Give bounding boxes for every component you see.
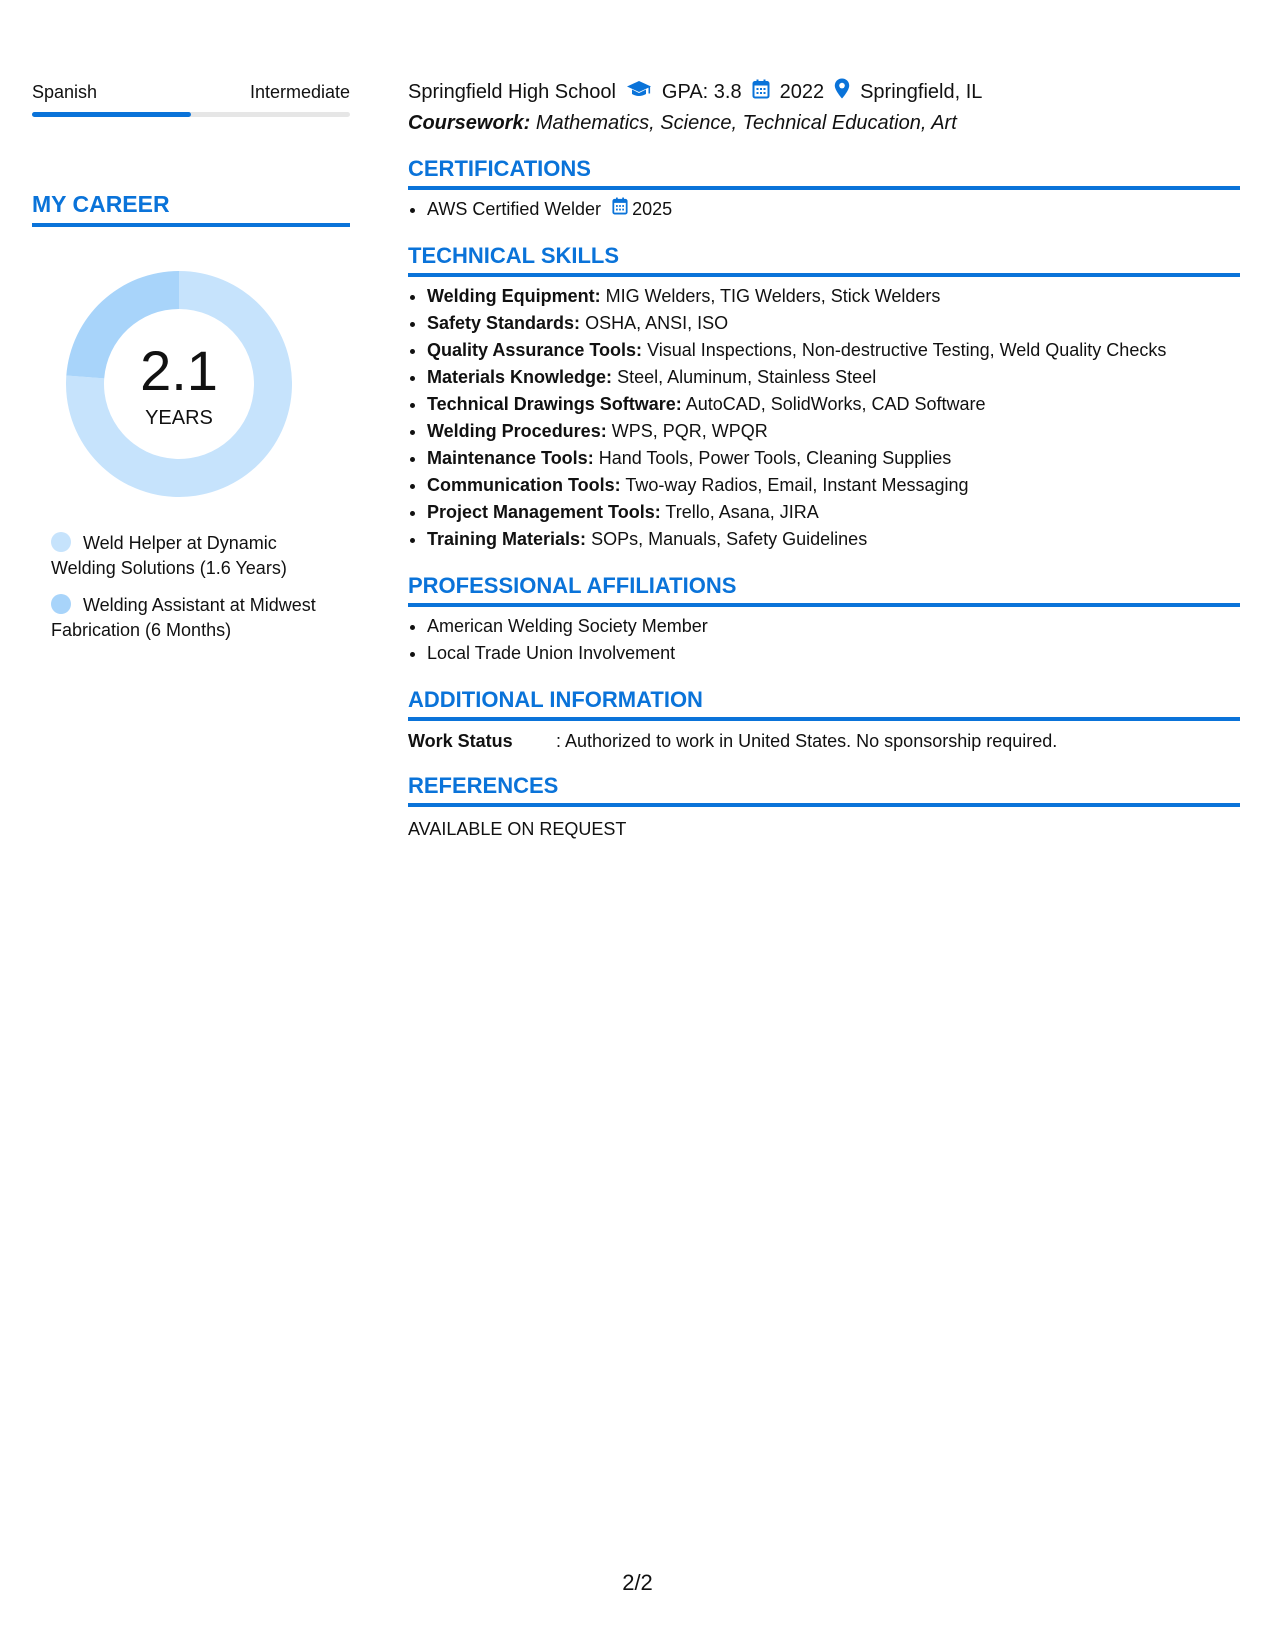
education-year: 2022 [779, 81, 825, 103]
section-title-certifications: CERTIFICATIONS [408, 156, 1240, 190]
coursework-text: Mathematics, Science, Technical Education, Art [535, 112, 957, 134]
list-item [427, 445, 1240, 472]
list-item [427, 526, 1240, 553]
language-level: Intermediate [249, 82, 350, 102]
skill-label: Training Materials: [427, 529, 587, 549]
work-status-label: Work Status [408, 731, 513, 751]
calendar-icon [612, 196, 628, 223]
section-title-references: REFERENCES [408, 773, 1240, 807]
list-item [427, 472, 1240, 499]
references-text: AVAILABLE ON REQUEST [408, 819, 627, 839]
skill-label: Materials Knowledge: [427, 367, 613, 387]
education-gpa: GPA: 3.8 [661, 81, 742, 103]
education-location: Springfield, IL [860, 81, 983, 103]
list-item [427, 283, 1240, 310]
language-row [32, 82, 350, 102]
section-title-affiliations: PROFESSIONAL AFFILIATIONS [408, 573, 1240, 607]
skill-value: AutoCAD, SolidWorks, CAD Software [685, 394, 986, 414]
list-item [427, 196, 1240, 223]
skill-value: OSHA, ANSI, ISO [585, 313, 729, 333]
sidebar [32, 60, 350, 655]
certification-year: 2025 [632, 199, 673, 219]
skill-label: Welding Procedures: [427, 421, 607, 441]
skill-label: Technical Drawings Software: [427, 394, 682, 414]
certifications-list [408, 196, 1240, 223]
skill-value: MIG Welders, TIG Welders, Stick Welders [605, 286, 941, 306]
list-item [427, 337, 1240, 364]
skills-list [408, 283, 1240, 553]
list-item [427, 391, 1240, 418]
language-name: Spanish [32, 82, 98, 102]
graduation-cap-icon [626, 79, 652, 106]
list-item: • American Welding Society Member [427, 613, 1240, 640]
location-pin-icon [834, 78, 850, 106]
education-line [408, 78, 1240, 106]
skill-value: Trello, Asana, JIRA [665, 502, 819, 522]
skill-value: Steel, Aluminum, Stainless Steel [617, 367, 877, 387]
coursework-line [408, 110, 1240, 136]
language-proficiency-bar [32, 112, 350, 117]
legend-dot-icon [51, 532, 71, 552]
career-total-unit: YEARS [145, 407, 213, 429]
skill-label: Maintenance Tools: [427, 448, 594, 468]
work-status-row [408, 729, 1240, 753]
certification-name: • AWS Certified Welder [427, 199, 602, 219]
skill-value: SOPs, Manuals, Safety Guidelines [591, 529, 868, 549]
calendar-icon [752, 79, 770, 106]
skill-label: Safety Standards: [427, 313, 581, 333]
skill-value: WPS, PQR, WPQR [611, 421, 768, 441]
skill-label: Welding Equipment: [427, 286, 601, 306]
career-legend-label: Weld Helper at Dynamic Welding Solutions (1.6 Years) [51, 533, 287, 578]
section-title-technical-skills: TECHNICAL SKILLS [408, 243, 1240, 277]
list-item [427, 364, 1240, 391]
list-item [427, 310, 1240, 337]
career-heading: MY CAREER [32, 191, 350, 227]
skill-label: Quality Assurance Tools: [427, 340, 643, 360]
list-item [427, 418, 1240, 445]
skill-label: Communication Tools: [427, 475, 621, 495]
skill-value: Two-way Radios, Email, Instant Messaging [625, 475, 969, 495]
skill-value: Visual Inspections, Non-destructive Testing, Weld Quality Checks [647, 340, 1167, 360]
skill-label: Project Management Tools: [427, 502, 661, 522]
affiliations-list [408, 613, 1240, 667]
section-title-additional-information: ADDITIONAL INFORMATION [408, 687, 1240, 721]
list-item: • Local Trade Union Involvement [427, 640, 1240, 667]
page-number: 2/2 [622, 1570, 653, 1595]
work-status-value: : Authorized to work in United States. No sponsorship required. [556, 731, 1058, 751]
career-donut-chart [66, 271, 292, 497]
main-content [408, 60, 1240, 841]
school-name: Springfield High School [408, 81, 616, 103]
list-item [427, 499, 1240, 526]
language-proficiency-fill [32, 112, 191, 117]
career-legend [51, 531, 341, 643]
skill-value: Hand Tools, Power Tools, Cleaning Supplies [598, 448, 952, 468]
career-legend-item [51, 593, 341, 643]
coursework-label: Coursework: [408, 112, 531, 134]
career-legend-label: Welding Assistant at Midwest Fabrication (6 Months) [51, 595, 316, 640]
career-total-value: 2.1 [140, 339, 218, 402]
legend-dot-icon [51, 594, 71, 614]
career-legend-item [51, 531, 341, 581]
